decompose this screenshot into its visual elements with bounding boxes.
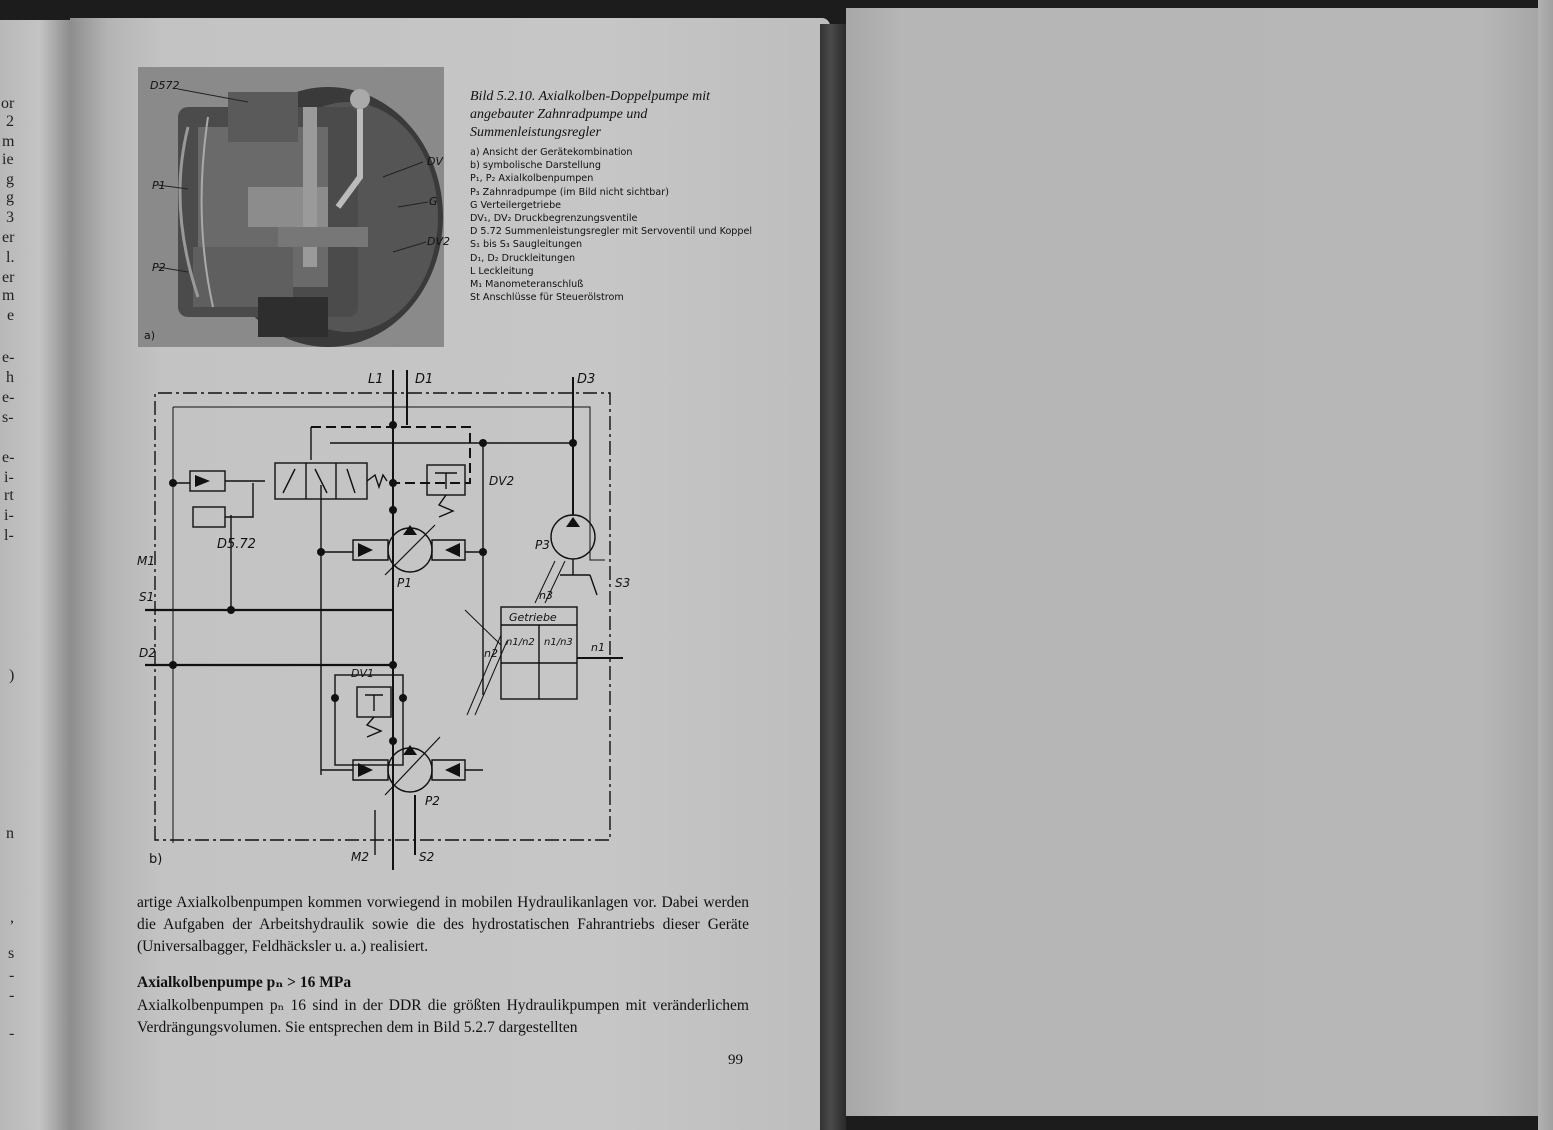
previous-page-fragment: s (8, 945, 15, 962)
legend-item: DV₁, DV₂ Druckbegrenzungsventile (470, 213, 638, 225)
diagram-part-label: b) (149, 852, 163, 867)
diagram-label-d572: D5.72 (217, 537, 256, 552)
pump-photo (138, 67, 450, 347)
previous-page-fragment: 2 (6, 113, 14, 130)
diagram-label-n1: n1 (591, 641, 605, 654)
diagram-label-p2: P2 (425, 794, 440, 808)
previous-page-fragment: - (9, 967, 15, 984)
diagram-label-d2: D2 (139, 646, 156, 660)
previous-page-fragment: i- (4, 507, 14, 524)
diagram-label-ratio-1: n1/n2 (506, 637, 535, 648)
previous-page-fragment: , (10, 909, 14, 926)
legend-item: b) symbolische Darstellung (470, 160, 601, 172)
previous-page-fragment: l- (4, 527, 14, 544)
previous-page-fragment: e- (2, 389, 15, 406)
legend-item: S₁ bis S₃ Saugleitungen (470, 239, 583, 251)
legend-item: D₁, D₂ Druckleitungen (470, 252, 576, 264)
diagram-label-d1: D1 (415, 372, 434, 387)
previous-page-fragment: er (2, 269, 15, 286)
figure-legend (470, 146, 770, 304)
book-spine (820, 24, 846, 1130)
diagram-label-s2: S2 (419, 850, 435, 864)
previous-page-fragment: g (6, 171, 14, 188)
body-paragraph-1: artige Axialkolbenpumpen kommen vorwiegend in mobilen Hydraulikanlagen vor. Dabei werden die Aufgaben der Arbeitshydraulik sowie die des hydrostatischen Fahrantriebs dieser Geräte (Universalbagger, Feldhäcksler u. a.) realisiert. (137, 894, 749, 955)
diagram-label-p1: P1 (397, 576, 412, 590)
legend-item: D 5.72 Summenleistungsregler mit Servoventil und Koppel (470, 226, 753, 238)
legend-item: M₁ Manometeranschluß (470, 279, 584, 291)
page-number: 99 (728, 1052, 743, 1068)
previous-page-fragment: n (6, 825, 14, 842)
diagram-label-ratio-2: n1/n3 (544, 637, 573, 648)
figure-title: Bild 5.2.10. Axialkolben-Doppelpumpe mit angebauter Zahnradpumpe und Summenleistungsregler (470, 89, 711, 140)
legend-item: a) Ansicht der Gerätekombination (470, 147, 633, 158)
right-page-edge (1538, 0, 1553, 1130)
previous-page-fragment: er (2, 229, 15, 246)
hydraulic-circuit-diagram (135, 365, 635, 870)
legend-item: St Anschlüsse für Steuerölstrom (470, 292, 624, 304)
photo-label-d572: D572 (150, 79, 180, 92)
body-paragraph-2: Axialkolbenpumpen pₙ 16 sind in der DDR die größten Hydraulikpumpen mit veränderlichem Verdrängungsvolumen. Sie entsprechen dem in Bild 5.2.7 dargestellten (137, 997, 749, 1036)
previous-page-fragment: or (1, 95, 15, 112)
legend-item: P₃ Zahnradpumpe (im Bild nicht sichtbar) (470, 186, 669, 198)
previous-page-fragment: m (2, 133, 15, 150)
diagram-label-l1: L1 (368, 372, 384, 387)
photo-part-label: a) (144, 329, 156, 342)
diagram-label-dv1: DV1 (351, 667, 374, 680)
previous-page-fragment: 3 (6, 209, 14, 226)
previous-page-fragment: ie (2, 151, 14, 168)
diagram-label-s1: S1 (139, 590, 155, 604)
previous-page-fragment: g (6, 189, 14, 206)
previous-page-fragment: s- (2, 409, 14, 426)
diagram-label-m1: M1 (137, 554, 155, 568)
previous-page-fragment: i- (4, 469, 14, 486)
photo-label-p1: P1 (152, 179, 166, 192)
previous-page-fragment: e (7, 307, 15, 324)
section-heading: Axialkolbenpumpe pₙ > 16 MPa (137, 974, 352, 991)
legend-item: L Leckleitung (470, 265, 534, 277)
legend-item: G Verteilergetriebe (470, 199, 562, 211)
previous-page-fragment: e- (2, 449, 15, 466)
previous-page-fragment: rt (4, 487, 14, 504)
figure-caption (470, 88, 770, 304)
previous-page-fragment: h (6, 369, 14, 386)
diagram-label-d3: D3 (577, 372, 596, 387)
legend-item: P₁, P₂ Axialkolbenpumpen (470, 173, 594, 185)
diagram-label-n3: n3 (539, 589, 553, 602)
diagram-label-getriebe: Getriebe (509, 611, 557, 624)
previous-page-fragment: l. (6, 249, 15, 266)
previous-page-fragment: - (9, 1025, 15, 1042)
previous-page-fragment: - (9, 987, 15, 1004)
photo-label-p2: P2 (152, 261, 166, 274)
photo-label-dv: DV (427, 155, 443, 168)
diagram-label-n2: n2 (484, 647, 498, 660)
previous-page-edge (0, 20, 72, 1130)
previous-page-fragment: m (2, 287, 15, 304)
diagram-label-m2: M2 (351, 850, 369, 864)
previous-page-fragment: ) (9, 667, 15, 684)
photo-label-dv2: DV2 (427, 235, 450, 248)
diagram-label-dv2-top: DV2 (489, 474, 515, 488)
diagram-label-s3: S3 (615, 576, 631, 590)
diagram-label-p3: P3 (535, 538, 550, 552)
photo-label-g: G (429, 195, 438, 208)
previous-page-fragment: e- (2, 349, 15, 366)
blank-right-page (846, 8, 1538, 1116)
